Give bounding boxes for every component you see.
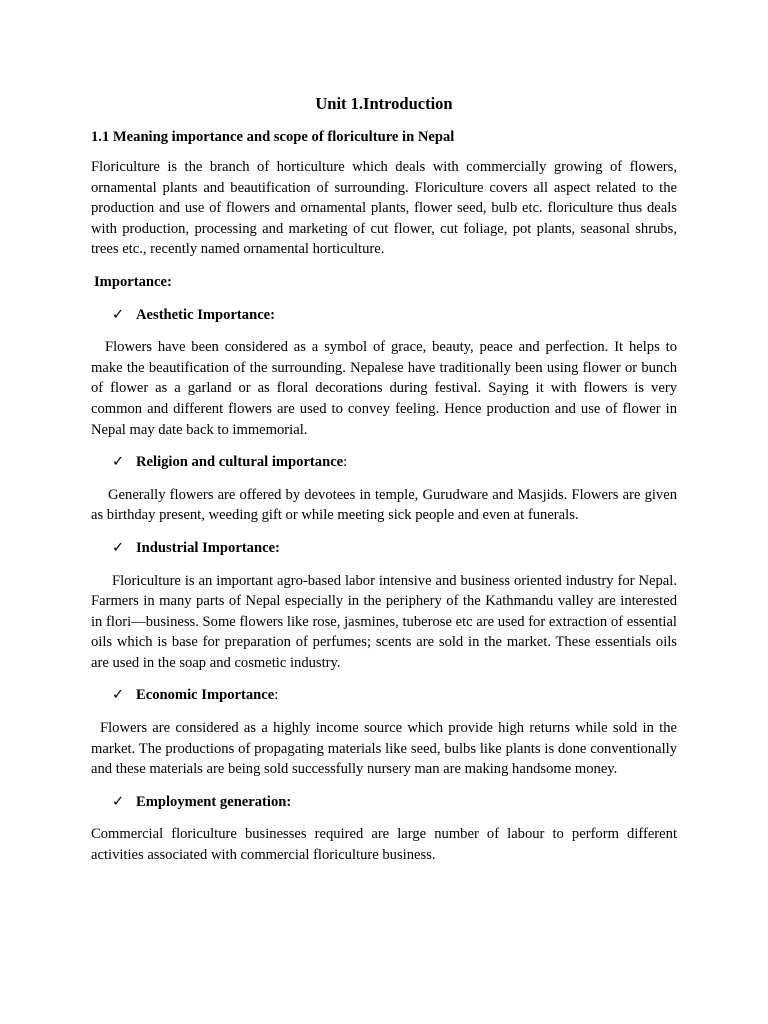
section-heading: 1.1 Meaning importance and scope of floriculture in Nepal [91, 129, 455, 145]
religion-heading-suffix: : [343, 454, 348, 471]
checkmark-icon: ✓ [112, 539, 125, 556]
employment-paragraph: Commercial floriculture businesses required are large number of labour to perform different activities associated with commercial floriculture business. [91, 826, 677, 864]
aesthetic-heading-label: Aesthetic Importance: [136, 306, 276, 323]
intro-paragraph: Floriculture is the branch of horticulture which deals with commercially growing of flowers, ornamental plants and beautification of surrounding. Floriculture covers all aspect related to the production and use of flowers and ornamental plants, flower seed, bulb etc. floriculture thus deals with production, processing and marketing of cut flower, cut foliage, pot plants, seasonal shrubs, trees etc., recently named ornamental horticulture. [91, 159, 677, 258]
checkmark-icon: ✓ [112, 306, 125, 323]
checkmark-icon: ✓ [112, 793, 125, 810]
religion-heading [112, 452, 677, 473]
checkmark-icon: ✓ [112, 687, 125, 704]
aesthetic-heading [112, 305, 677, 326]
employment-heading [112, 792, 677, 813]
religion-heading-label: Religion and cultural importance [136, 454, 344, 471]
religion-paragraph: Generally flowers are offered by devotees in temple, Gurudware and Masjids. Flowers are given as birthday present, weeding gift or while meeting sick people and even at funerals. [91, 486, 677, 524]
economic-heading [112, 685, 677, 706]
industrial-paragraph: Floriculture is an important agro-based labor intensive and business oriented industry for Nepal. Farmers in many parts of Nepal especially in the periphery of the Kathmandu valley are interested in flori—business. Some flowers like rose, jasmines, tuberose etc are used for extraction of essential oils which is base for preparation of perfumes; scents are sold in the market. These essentials oils are used in the soap and cosmetic industry. [91, 572, 677, 671]
importance-heading: Importance: [94, 273, 172, 290]
aesthetic-paragraph: Flowers have been considered as a symbol of grace, beauty, peace and perfection. It helps to make the beautification of the surrounding. Nepalese have traditionally been using flower or bunch of flower as a garland or as floral decorations during festival. Saying it with flowers is very common and different flowers are used to convey feeling. Hence production and use of flower in Nepal may date back to immemorial. [91, 339, 677, 438]
industrial-heading [112, 538, 677, 559]
economic-heading-suffix: : [274, 687, 279, 704]
checkmark-icon: ✓ [112, 454, 125, 471]
economic-heading-label: Economic Importance [136, 687, 275, 704]
employment-heading-label: Employment generation: [136, 793, 292, 810]
industrial-heading-label: Industrial Importance: [136, 539, 280, 556]
page-title: Unit 1.Introduction [315, 94, 453, 113]
economic-paragraph: Flowers are considered as a highly income source which provide high returns while sold in the market. The productions of propagating materials like seed, bulbs like plants is done conventionally and these materials are being sold successfully nursery man are making handsome money. [91, 720, 677, 778]
